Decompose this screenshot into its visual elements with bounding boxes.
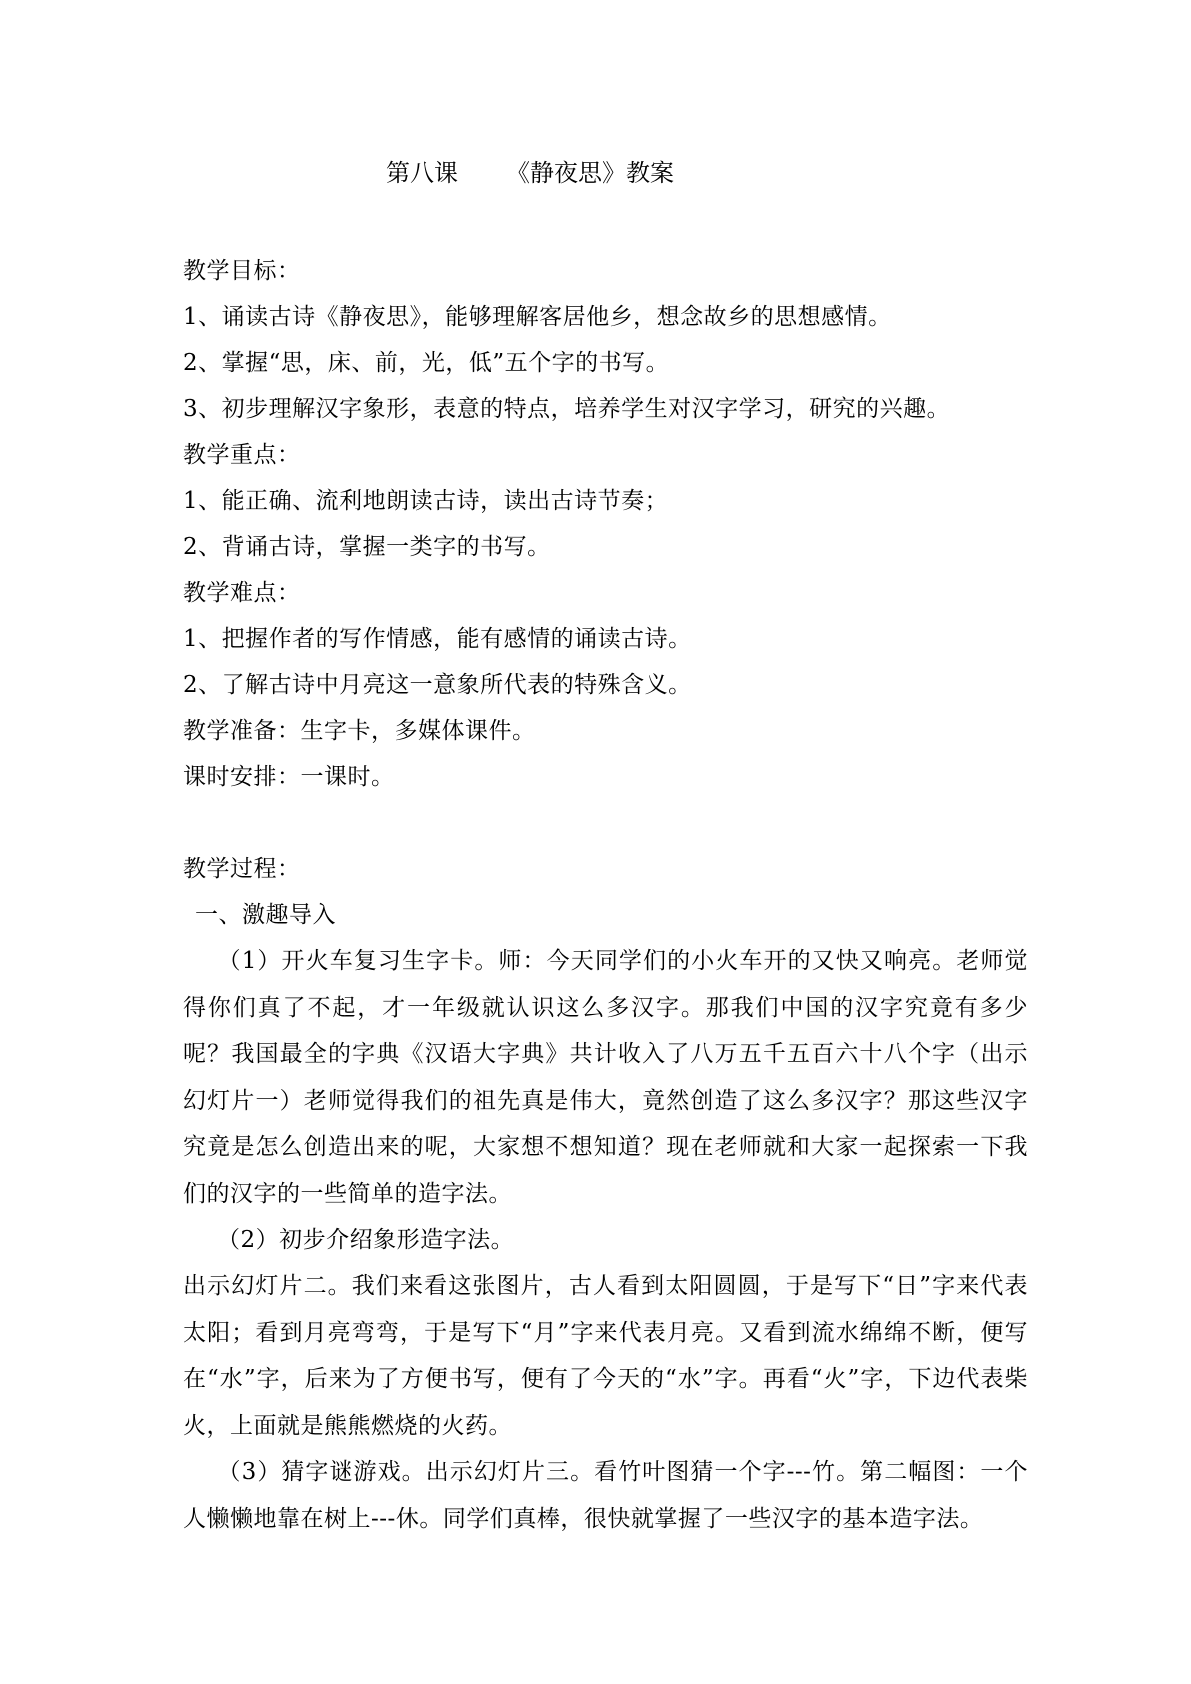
schedule-line: 课时安排：一课时。: [183, 764, 395, 790]
step1-text: （1）开火车复习生字卡。师：今天同学们的小火车开的又快又响亮。老师觉得你们真了不起，才一年级就认识这么多汉字。那我们中国的汉字究竟有多少呢？我国最全的字典《汉语大字典》共计收入了八万五千五百六十八个字（出示幻灯片一）老师觉得我们的祖先真是伟大，竟然创造了这么多汉字？那这些汉字究竟是怎么创造出来的呢，大家想不想知道？现在老师就和大家一起探索一下我们的汉字的一些简单的造字法。: [183, 948, 1028, 1207]
step3-paragraph: [183, 1449, 1028, 1542]
key-point-item: 2、背诵古诗，掌握一类字的书写。: [183, 534, 551, 560]
process-heading: 教学过程：: [183, 856, 301, 882]
step1-paragraph: [183, 938, 1028, 1217]
preparation-line: 教学准备：生字卡，多媒体课件。: [183, 718, 536, 744]
goal-item: 2、掌握“思，床、前，光，低”五个字的书写。: [183, 350, 670, 376]
difficulty-item: 2、了解古诗中月亮这一意象所代表的特殊含义。: [183, 672, 692, 698]
page-title: [386, 155, 674, 191]
goal-item: 3、初步理解汉字象形，表意的特点，培养学生对汉字学习，研究的兴趣。: [183, 396, 951, 422]
key-point-item: 1、能正确、流利地朗读古诗，读出古诗节奏；: [183, 488, 669, 514]
document-body: [183, 248, 1028, 1542]
key-points-heading: 教学重点：: [183, 442, 301, 468]
blank-line: [183, 800, 1028, 846]
step2-heading: （2）初步介绍象形造字法。: [217, 1227, 515, 1253]
step2-paragraph: 出示幻灯片二。我们来看这张图片，古人看到太阳圆圆，于是写下“日”字来代表太阳；看到月亮弯弯，于是写下“月”字来代表月亮。又看到流水绵绵不断，便写在“水”字，后来为了方便书写，便有了今天的“水”字。再看“火”字，下边代表柴火，上面就是熊熊燃烧的火药。: [183, 1273, 1028, 1439]
difficulty-item: 1、把握作者的写作情感，能有感情的诵读古诗。: [183, 626, 692, 652]
difficulties-heading: 教学难点：: [183, 580, 301, 606]
step3-text: （3）猜字谜游戏。出示幻灯片三。看竹叶图猜一个字---竹。第二幅图：一个人懒懒地靠在树上---休。同学们真棒，很快就掌握了一些汉字的基本造字法。: [183, 1459, 1028, 1532]
section-heading: 一、激趣导入: [195, 902, 336, 928]
goals-heading: 教学目标：: [183, 258, 301, 284]
title-lesson: 第八课: [386, 159, 458, 187]
title-name: 《静夜思》教案: [506, 159, 674, 187]
goal-item: 1、诵读古诗《静夜思》，能够理解客居他乡，想念故乡的思想感情。: [183, 304, 892, 330]
